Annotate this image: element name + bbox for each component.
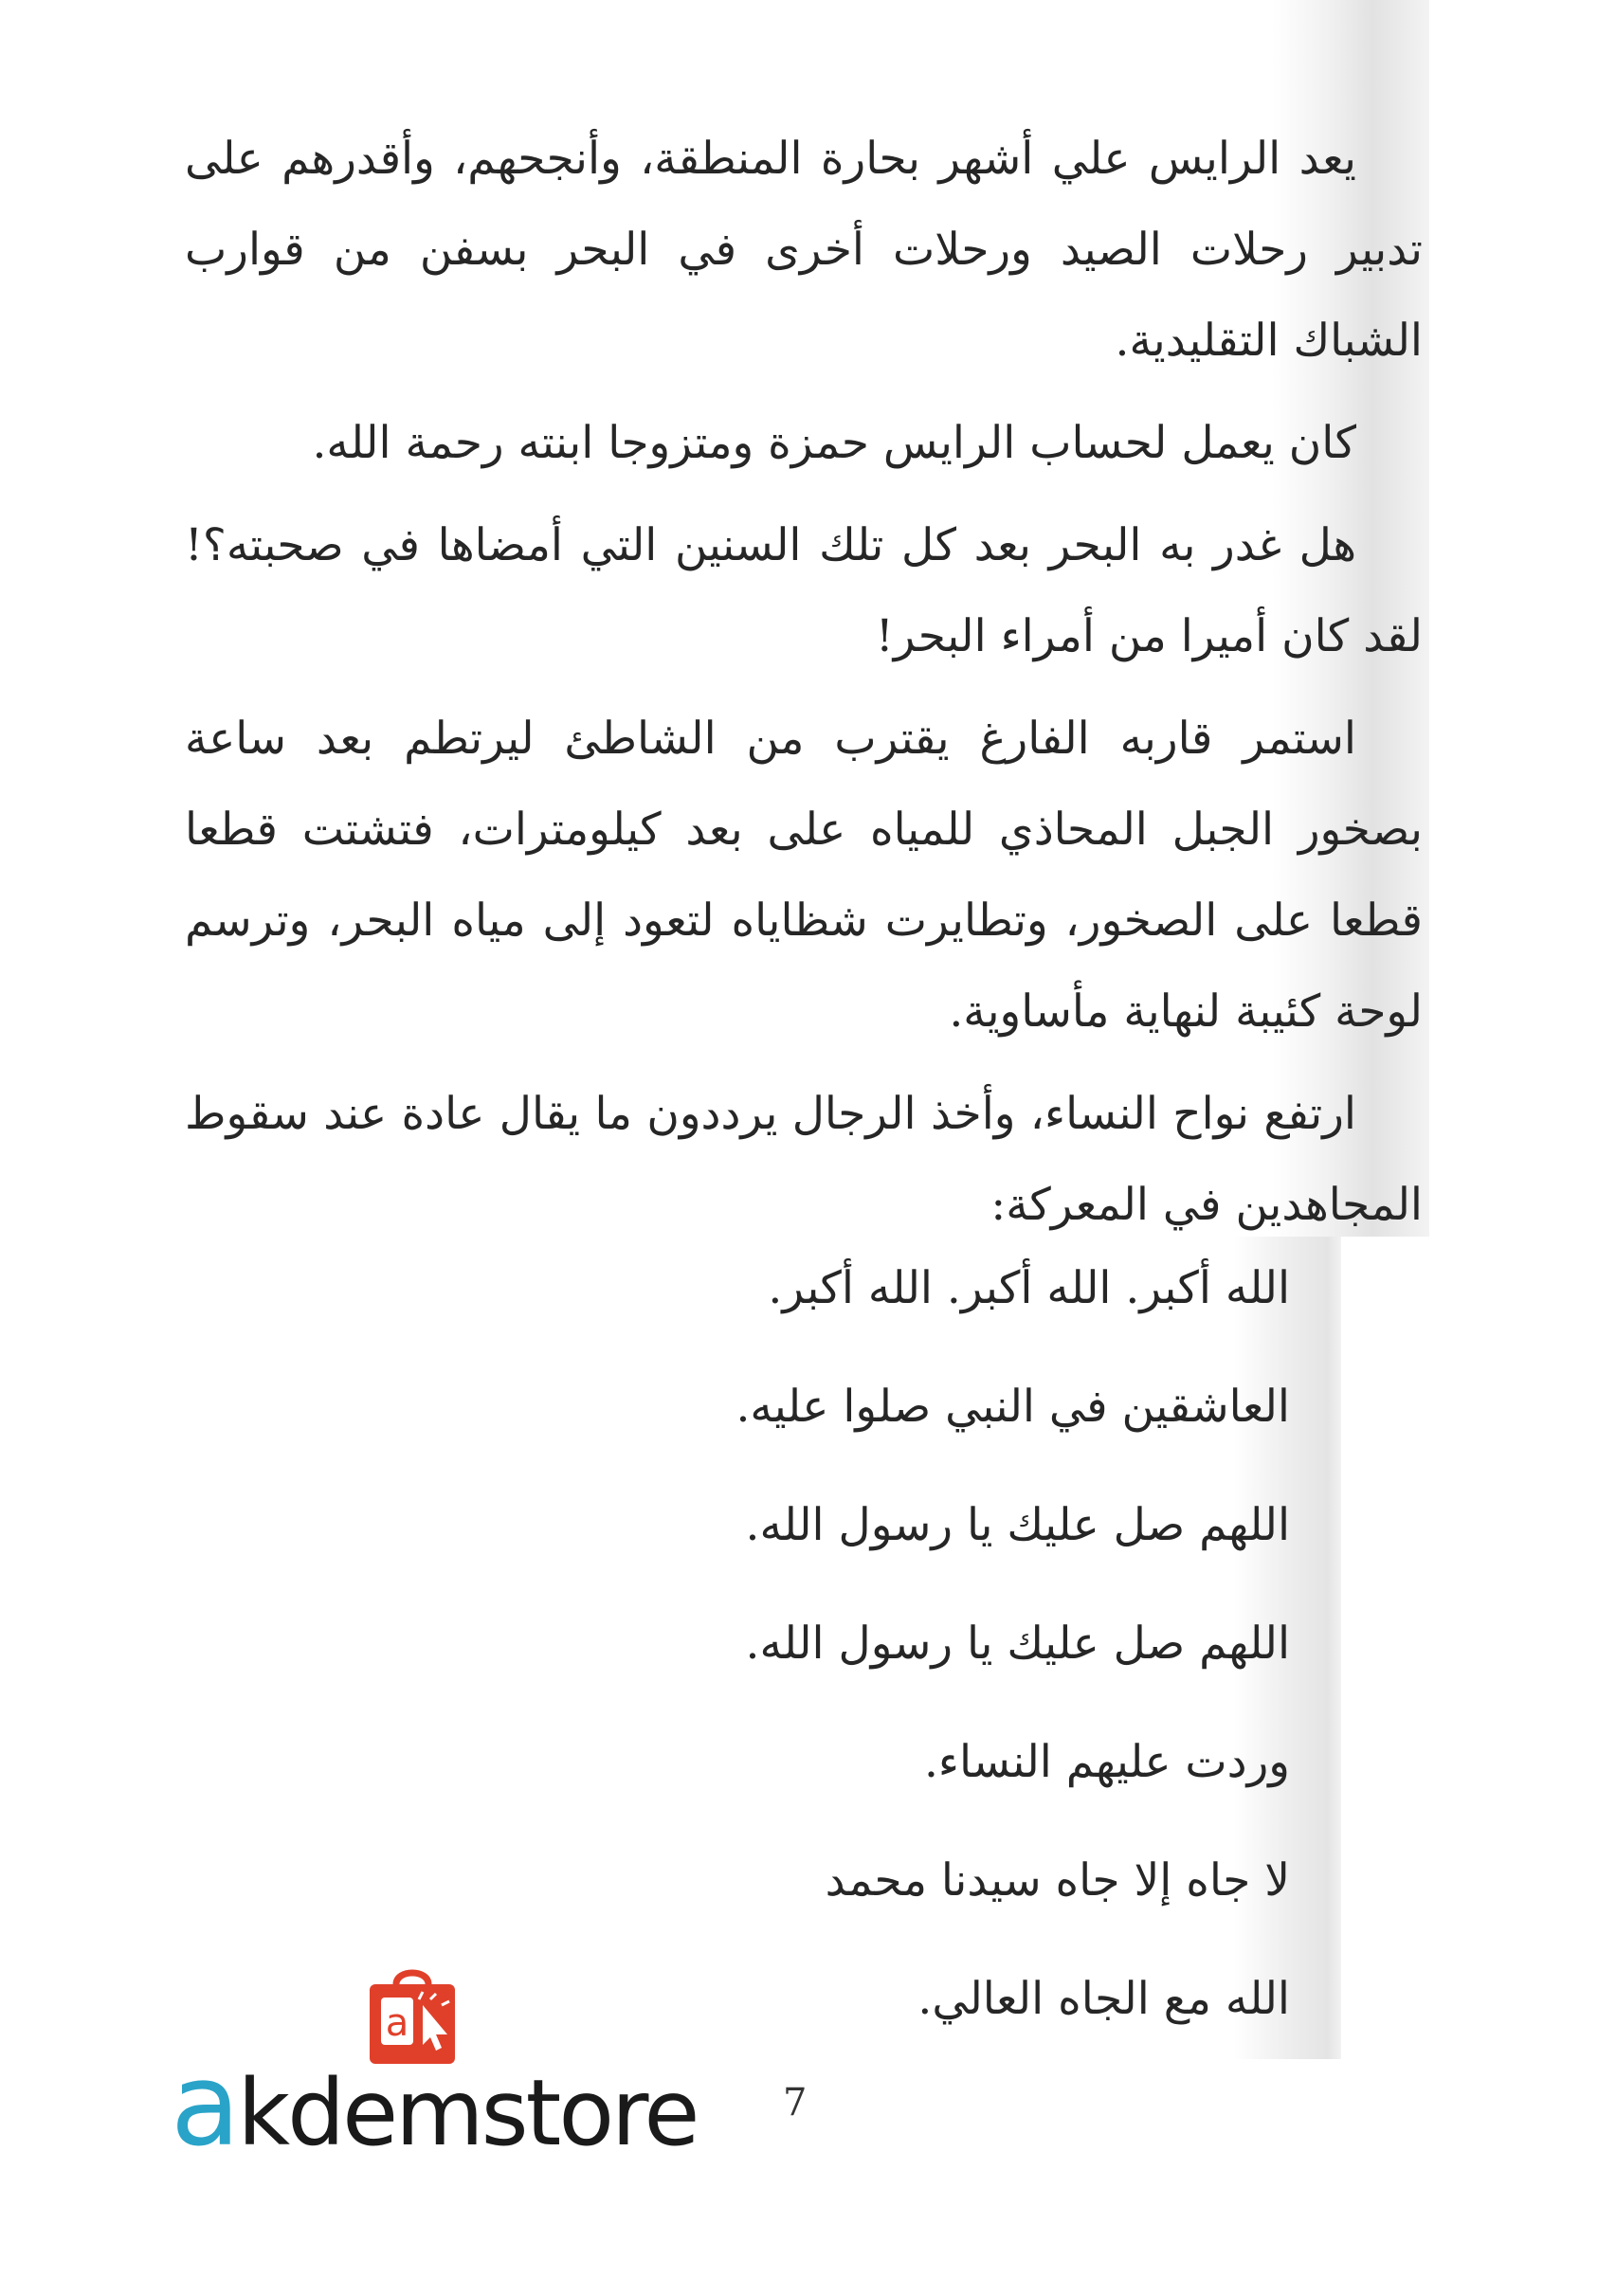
shopping-bag-icon: [360, 1963, 464, 2068]
logo-wordmark: [171, 2040, 698, 2172]
chant-line-7: الله مع الجاه العالي.: [917, 1973, 1290, 2025]
paragraph-1: يعد الرايس علي أشهر بحارة المنطقة، وأنجحهم، وأقدرهم على تدبير رحلات الصيد ورحلات أخرى في البحر بسفن من قوارب الشباك التقليدية.: [185, 133, 1423, 367]
chant-line-5: وردت عليهم النساء.: [923, 1736, 1290, 1788]
page-number: 7: [783, 2081, 808, 2124]
chant-line-1: الله أكبر. الله أكبر. الله أكبر.: [768, 1262, 1290, 1314]
akdemstore-logo: [171, 1963, 698, 2172]
logo-rest: kdemstore: [237, 2060, 698, 2166]
chant-line-2: العاشقين في النبي صلوا عليه.: [735, 1381, 1290, 1433]
bag-letter: a: [385, 2001, 409, 2045]
logo-letter-a: a: [171, 2040, 238, 2172]
chant-line-4: اللهم صل عليك يا رسول الله.: [745, 1618, 1290, 1670]
body-text: [185, 114, 1423, 1251]
paragraph-2: كان يعمل لحساب الرايس حمزة ومتزوجا ابنته رحمة الله.: [312, 417, 1356, 469]
paragraph-5: ارتفع نواح النساء، وأخذ الرجال يرددون ما يقال عادة عند سقوط المجاهدين في المعركة:: [185, 1088, 1423, 1231]
paragraph-4: استمر قاربه الفارغ يقترب من الشاطئ ليرتطم بعد ساعة بصخور الجبل المحاذي للمياه على بعد كيلومترات، فتشتت قطعا قطعا على الصخور، وتطايرت شظاياه لتعود إلى مياه البحر، وترسم لوحة كئيبة لنهاية مأساوية.: [185, 713, 1423, 1038]
paragraph-3: هل غدر به البحر بعد كل تلك السنين التي أمضاها في صحبته؟! لقد كان أميرا من أمراء البحر!: [185, 519, 1423, 662]
chant-line-6: لا جاه إلا جاه سيدنا محمد: [825, 1854, 1290, 1907]
chant-line-3: اللهم صل عليك يا رسول الله.: [745, 1499, 1290, 1551]
